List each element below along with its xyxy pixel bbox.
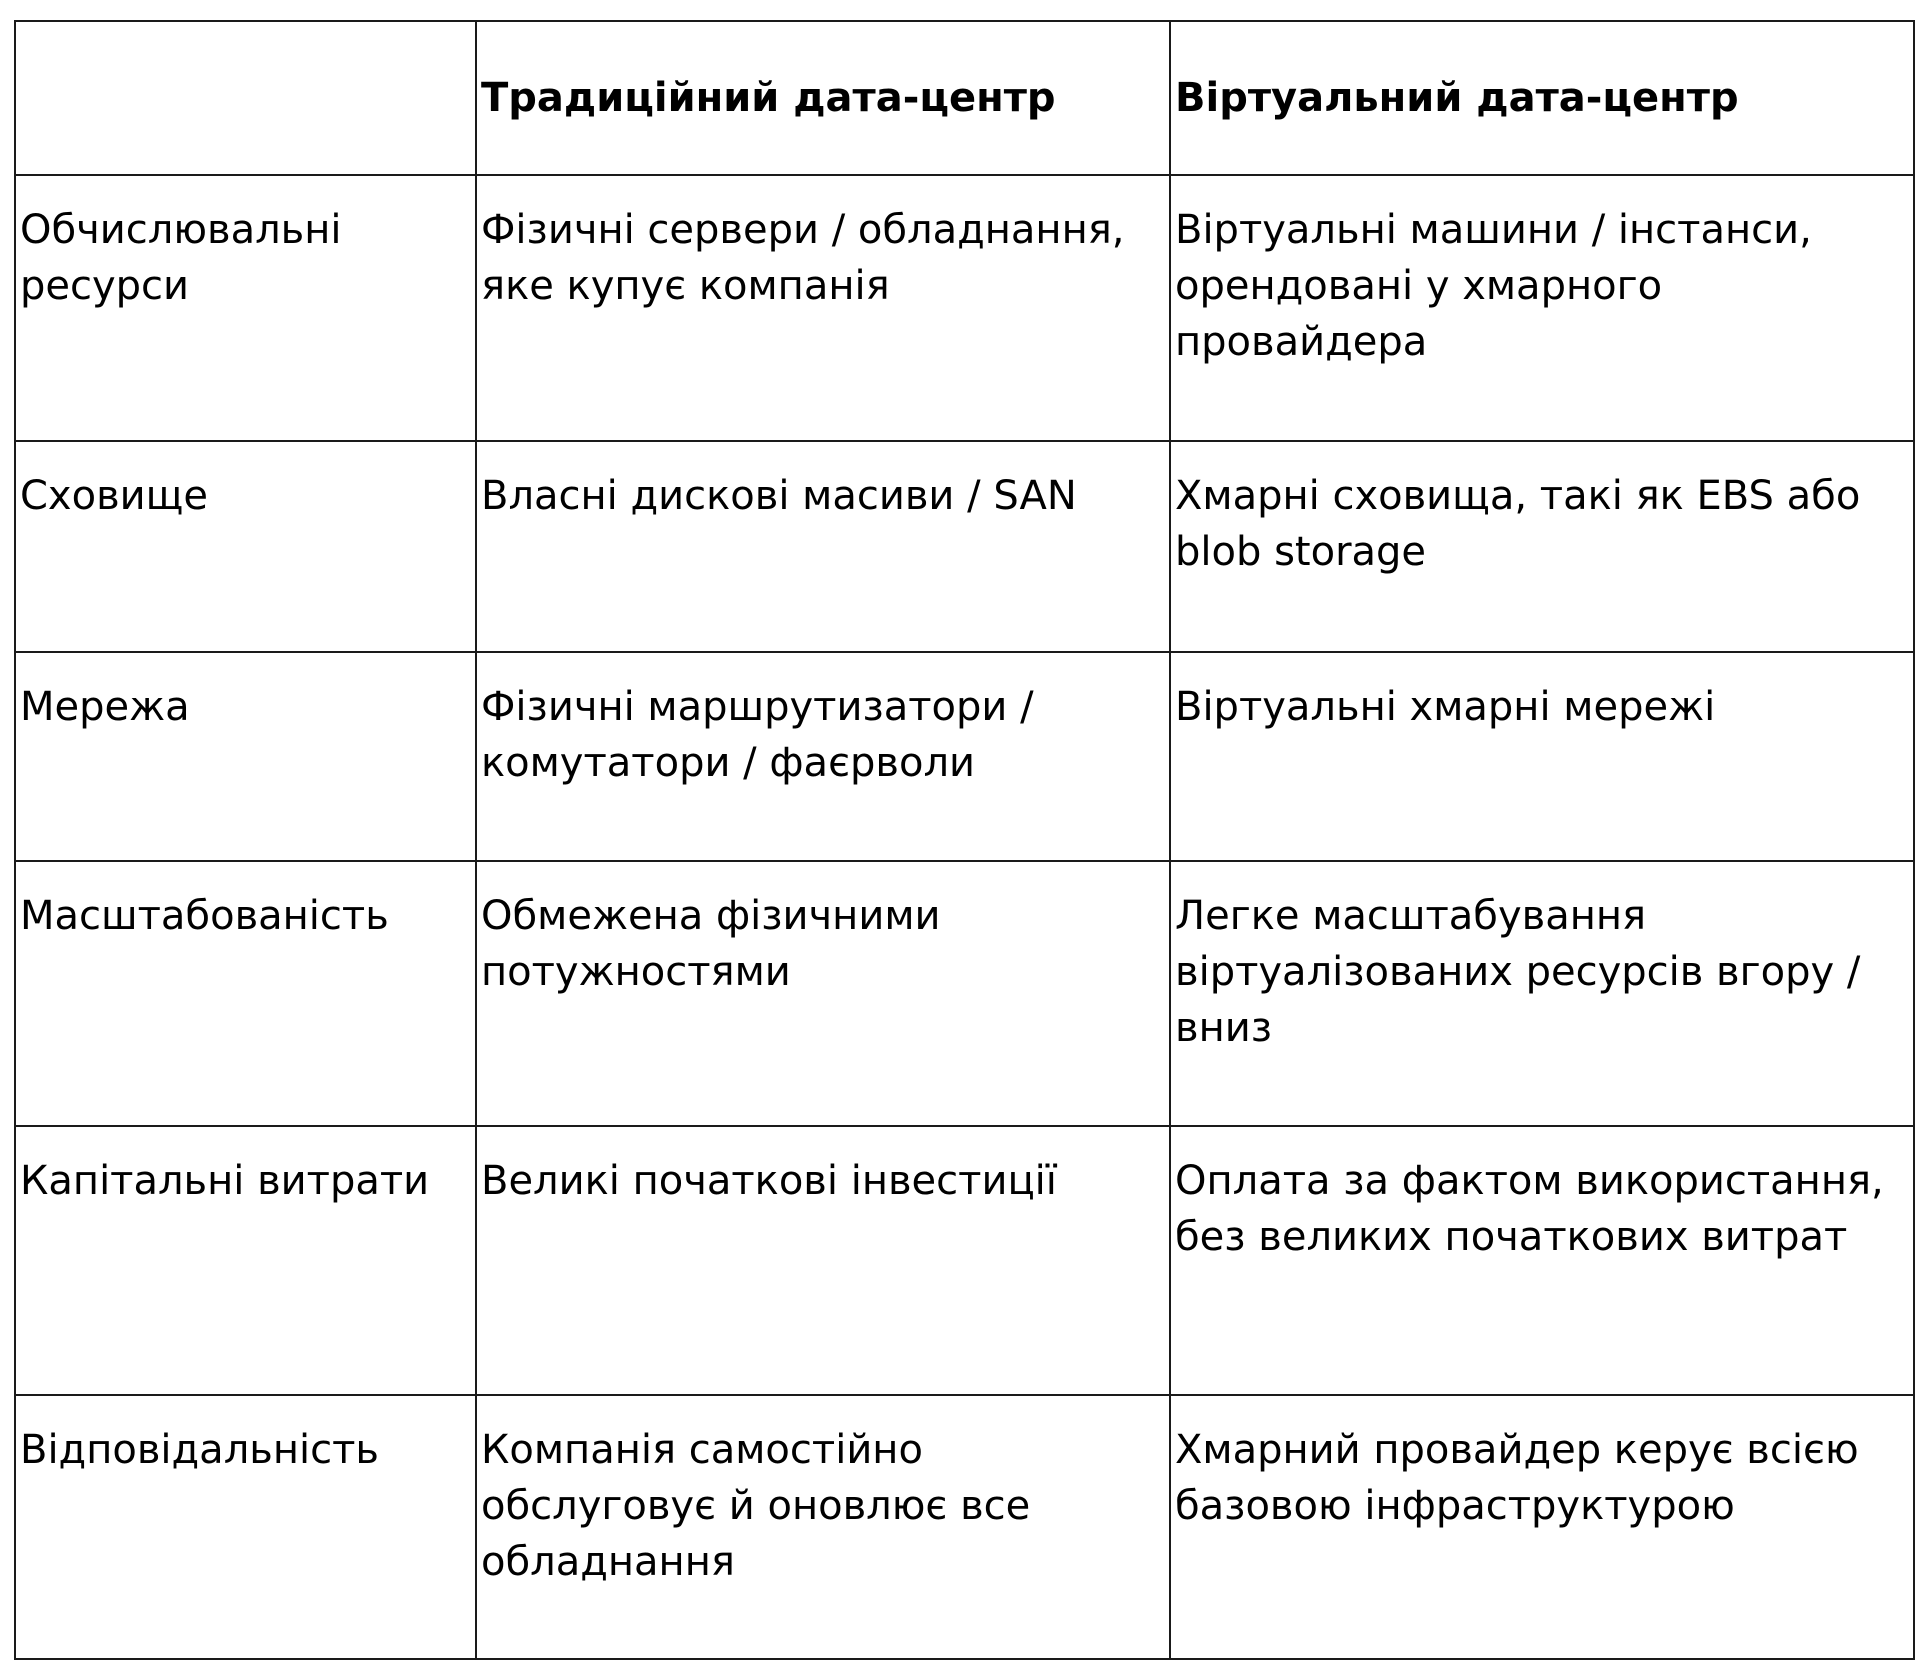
- row-label-cell: Капітальні витрати: [15, 1126, 476, 1395]
- row-label-cell: Відповідальність: [15, 1395, 476, 1659]
- table-row: [15, 652, 1914, 861]
- virtual-cell: Оплата за фактом використання, без великих початкових витрат: [1170, 1126, 1914, 1395]
- traditional-cell: Компанія самостійно обслуговує й оновлює все обладнання: [476, 1395, 1170, 1659]
- virtual-cell: Легке масштабування віртуалізованих ресурсів вгору / вниз: [1170, 861, 1914, 1126]
- table-row: [15, 1395, 1914, 1659]
- header-cell-virtual: Віртуальний дата-центр: [1170, 21, 1914, 175]
- traditional-cell: Великі початкові інвестиції: [476, 1126, 1170, 1395]
- table-row: [15, 861, 1914, 1126]
- traditional-cell: Фізичні маршрутизатори / комутатори / фаєрволи: [476, 652, 1170, 861]
- virtual-cell: Хмарні сховища, такі як EBS або blob storage: [1170, 441, 1914, 652]
- row-label-cell: Сховище: [15, 441, 476, 652]
- virtual-cell: Віртуальні хмарні мережі: [1170, 652, 1914, 861]
- row-label-cell: Обчислювальні ресурси: [15, 175, 476, 441]
- traditional-cell: Обмежена фізичними потужностями: [476, 861, 1170, 1126]
- table-row: [15, 175, 1914, 441]
- row-label-cell: Масштабованість: [15, 861, 476, 1126]
- virtual-cell: Віртуальні машини / інстанси, орендовані у хмарного провайдера: [1170, 175, 1914, 441]
- table-head: [15, 21, 1914, 175]
- row-label-cell: Мережа: [15, 652, 476, 861]
- table-row: [15, 1126, 1914, 1395]
- table-body: [15, 175, 1914, 1659]
- virtual-cell: Хмарний провайдер керує всією базовою інфраструктурою: [1170, 1395, 1914, 1659]
- header-cell-empty: [15, 21, 476, 175]
- table-header-row: [15, 21, 1914, 175]
- table-row: [15, 441, 1914, 652]
- comparison-table: [14, 20, 1915, 1660]
- header-cell-traditional: Традиційний дата-центр: [476, 21, 1170, 175]
- traditional-cell: Фізичні сервери / обладнання, яке купує компанія: [476, 175, 1170, 441]
- traditional-cell: Власні дискові масиви / SAN: [476, 441, 1170, 652]
